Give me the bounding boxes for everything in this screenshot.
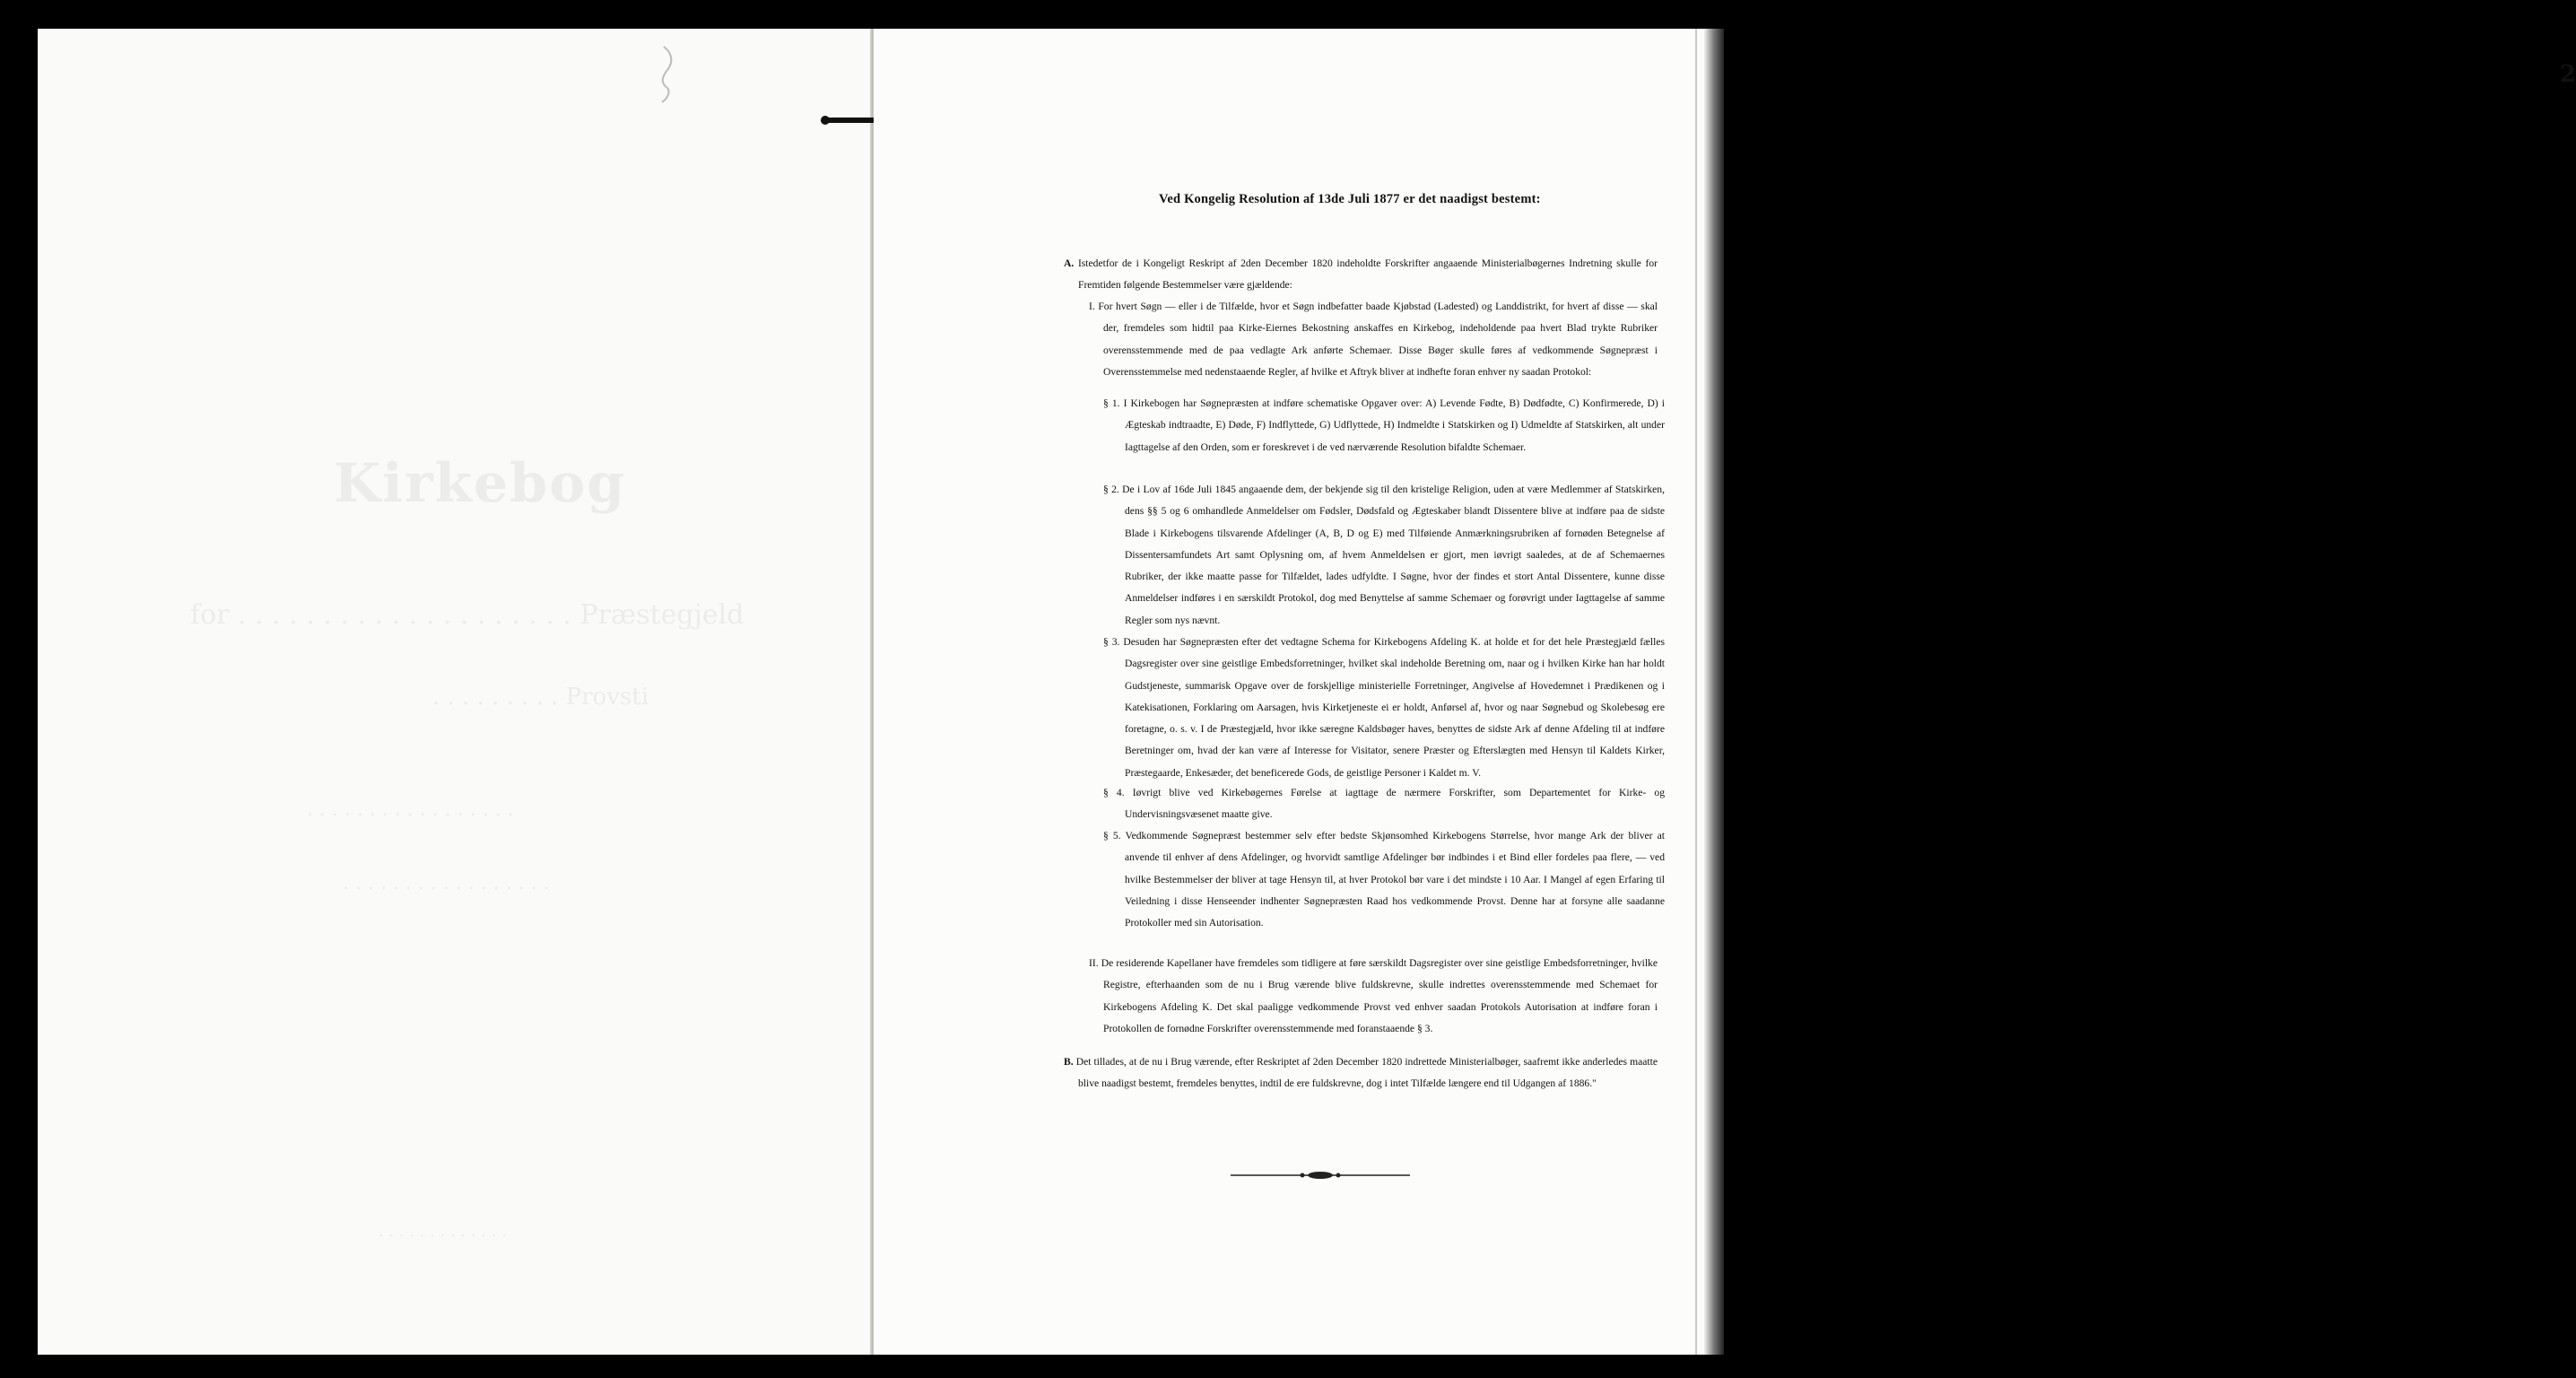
paragraph-label: § 4. <box>1103 787 1125 798</box>
bleed-through-line: . . . . . . . . . . . . . . . . . <box>343 872 550 894</box>
bleed-through-line: . . . . . . . . . . . . . . . . . <box>307 798 514 821</box>
paragraph-label: § 1. <box>1103 397 1120 409</box>
section-b <box>1064 1051 1658 1095</box>
bleed-through-line: for . . . . . . . . . . . . . . . . . . . . Præstegjeld <box>190 599 744 631</box>
section-i <box>1089 296 1658 383</box>
page-number: 2 <box>2560 61 2576 88</box>
paragraph-text: De i Lov af 16de Juli 1845 angaaende dem, der bekjende sig til den kristelige Religion, uden at være Medlemmer af Statskirken, dens §§ 5 og 6 omhandlede Anmeldelser om Fødsler, Dødsfald og Ægteskaber blandt Dissentere blive at indføre paa de sidste Blade i Kirkebogens tilsvarende Afdelinger (A, B, D og E) med Tilføiende Anmærkningsrubriken af fornøden Betegnelse af Dissentersamfundets Art samt Oplysning om, af hvem Anmeldelsen er gjort, men iøvrigt saaledes, at de af Schemaernes Rubriker, der ikke maatte passe for Tilfældet, lades udfyldte. I Søgne, hvor der findes et stort Antal Dissentere, kunne disse Anmeldelser indføres i en særskildt Protokol, dog med Benyttelse af samme Schemaer og forøvrigt under Iagttagelse af samme Regler som nys nævnt. <box>1122 484 1665 626</box>
paragraph-3 <box>1103 632 1665 784</box>
section-text: Det tillades, at de nu i Brug værende, efter Reskriptet af 2den December 1820 indrettede Ministerialbøger, saafremt ikke anderledes maatte blive naadigst bestemt, fremdeles benyttes, indtil de ere fuldskrevne, dog i intet Tilfælde længere end til Udgangen af 1886." <box>1075 1056 1658 1090</box>
section-label: B. <box>1064 1056 1074 1068</box>
right-page <box>874 29 2576 1355</box>
paragraph-text: Vedkommende Søgnepræst bestemmer selv efter bedste Skjønsomhed Kirkebogens Størrelse, hvor mange Ark der bliver at anvende til enhver af dens Afdelinger, og hvorvidt samtlige Afdelinger bør indbindes i et Bind eller fordeles paa flere, — ved hvilke Bestemmelser der bliver at tage Hensyn til, at hver Protokol bør vare i det mindste i 10 Aar. I Mangel af egen Erfaring til Veiledning i disse Henseender indhenter Søgnepræsten Raad hos vedkommende Provst. Denne har at forsyne alle saadanne Protokoller med sin Autorisation. <box>1125 830 1665 929</box>
bleed-through-title: Kirkebog <box>334 452 627 515</box>
paragraph-text: Iøvrigt blive ved Kirkebøgernes Førelse at iagttage de nærmere Forskrifter, som Departementet for Kirke- og Undervisningsvæsenet maatte give. <box>1125 787 1665 821</box>
section-label: I. <box>1089 301 1095 312</box>
section-label: A. <box>1064 257 1075 269</box>
paragraph-2 <box>1103 479 1665 632</box>
page-edge-line <box>1695 29 1697 1355</box>
document-body <box>1064 29 1666 1355</box>
paragraph-text: Desuden har Søgnepræsten efter det vedtagne Schema for Kirkebogens Afdeling K. at holde et for det hele Præstegjæld fælles Dagsregister over sine geistlige Embedsforretninger, hvilket skal indeholde Beretning om, naar og i hvilken Kirke han har holdt Gudstjeneste, summarisk Opgave over de forskjellige ministerielle Forretninger, Angivelse af Hovedemnet i Prædikenen og i Katekisationen, Forklaring om Aarsagen, hvis Kirketjeneste ei er holdt, Anførsel af, hvor og naar Søgnebud og Skolebesøg ere foretagne, o. s. v. I de Præstegjæld, hvor ikke særegne Kaldsbøger haves, benyttes de sidste Ark af denne Afdeling til at indføre Beretninger om, hvad der kan være af Interesse for Visitator, senere Præster og Efterslægten med Hensyn til Kaldets Kirker, Præstegaarde, Enkesæder, det beneficerede Gods, de geistlige Personer i Kaldet m. V. <box>1123 636 1666 779</box>
paragraph-label: § 5. <box>1103 830 1121 842</box>
section-text: For hvert Søgn — eller i de Tilfælde, hvor et Søgn indbefatter baade Kjøbstad (Ladested) og Landdistrikt, for hvert af disse — skal der, fremdeles som hidtil paa Kirke-Eiernes Bekostning anskaffes en Kirkebog, indeholdende paa hvert Blad trykte Rubriker overensstemmende med de paa vedlagte Ark anførte Schemaer. Disse Bøger skulle føres af vedkommende Søgnepræst i Overensstemmelse med nedenstaaende Regler, af hvilke et Aftryk bliver at indhefte foran enhver ny saadan Protokol: <box>1098 301 1658 378</box>
paragraph-5 <box>1103 825 1665 934</box>
page-heading: Ved Kongelig Resolution af 13de Juli 1877 er det naadigst bestemt: <box>1159 192 1541 206</box>
section-text: Istedetfor de i Kongeligt Reskript af 2den December 1820 indeholdte Forskrifter angaaende Ministerialbøgernes Indretning skulle for Fremtiden følgende Bestemmelser være gjældende: <box>1077 257 1658 292</box>
section-a <box>1064 253 1658 297</box>
page-edge-shadow <box>1704 29 1724 1355</box>
section-ii <box>1089 953 1658 1040</box>
book-spread <box>38 29 2576 1355</box>
paragraph-4 <box>1103 782 1665 826</box>
pencil-mark-icon <box>648 43 683 106</box>
paragraph-text: I Kirkebogen har Søgnepræsten at indføre schematiske Opgaver over: A) Levende Fødte, B) Dødfødte, C) Konfirmerede, D) i Ægteskab indtraadte, E) Døde, F) Indflyttede, G) Udflyttede, H) Indmeldte i Statskirken og I) Udmeldte af Statskirken, alt under Iagttagelse af den Orden, som er foreskrevet i de ved nærværende Resolution bifaldte Schemaer. <box>1123 397 1665 453</box>
bleed-through-line: . . . . . . . . . Provsti <box>432 684 649 711</box>
section-label: II. <box>1089 957 1099 969</box>
bleed-through-line: . . . . . . . . . . . . . <box>379 1222 508 1241</box>
paragraph-label: § 2. <box>1103 484 1119 495</box>
paragraph-label: § 3. <box>1103 636 1120 648</box>
paragraph-1 <box>1103 393 1665 458</box>
closing-rule-icon <box>1231 1170 1410 1181</box>
left-page <box>38 29 872 1355</box>
section-text: De residerende Kapellaner have fremdeles som tidligere at føre særskildt Dagsregister over sine geistlige Embedsforretninger, hvilke Registre, efterhaanden som de nu i Brug værende blive fuldskrevne, skulle indrettes overensstemmende med Schemaet for Kirkebogens Afdeling K. Det skal paaligge vedkommende Provst ved enhver saadan Protokols Autorisation at indføre foran i Protokollen de fornødne Forskrifter overensstemmende med foranstaaende § 3. <box>1101 957 1658 1034</box>
